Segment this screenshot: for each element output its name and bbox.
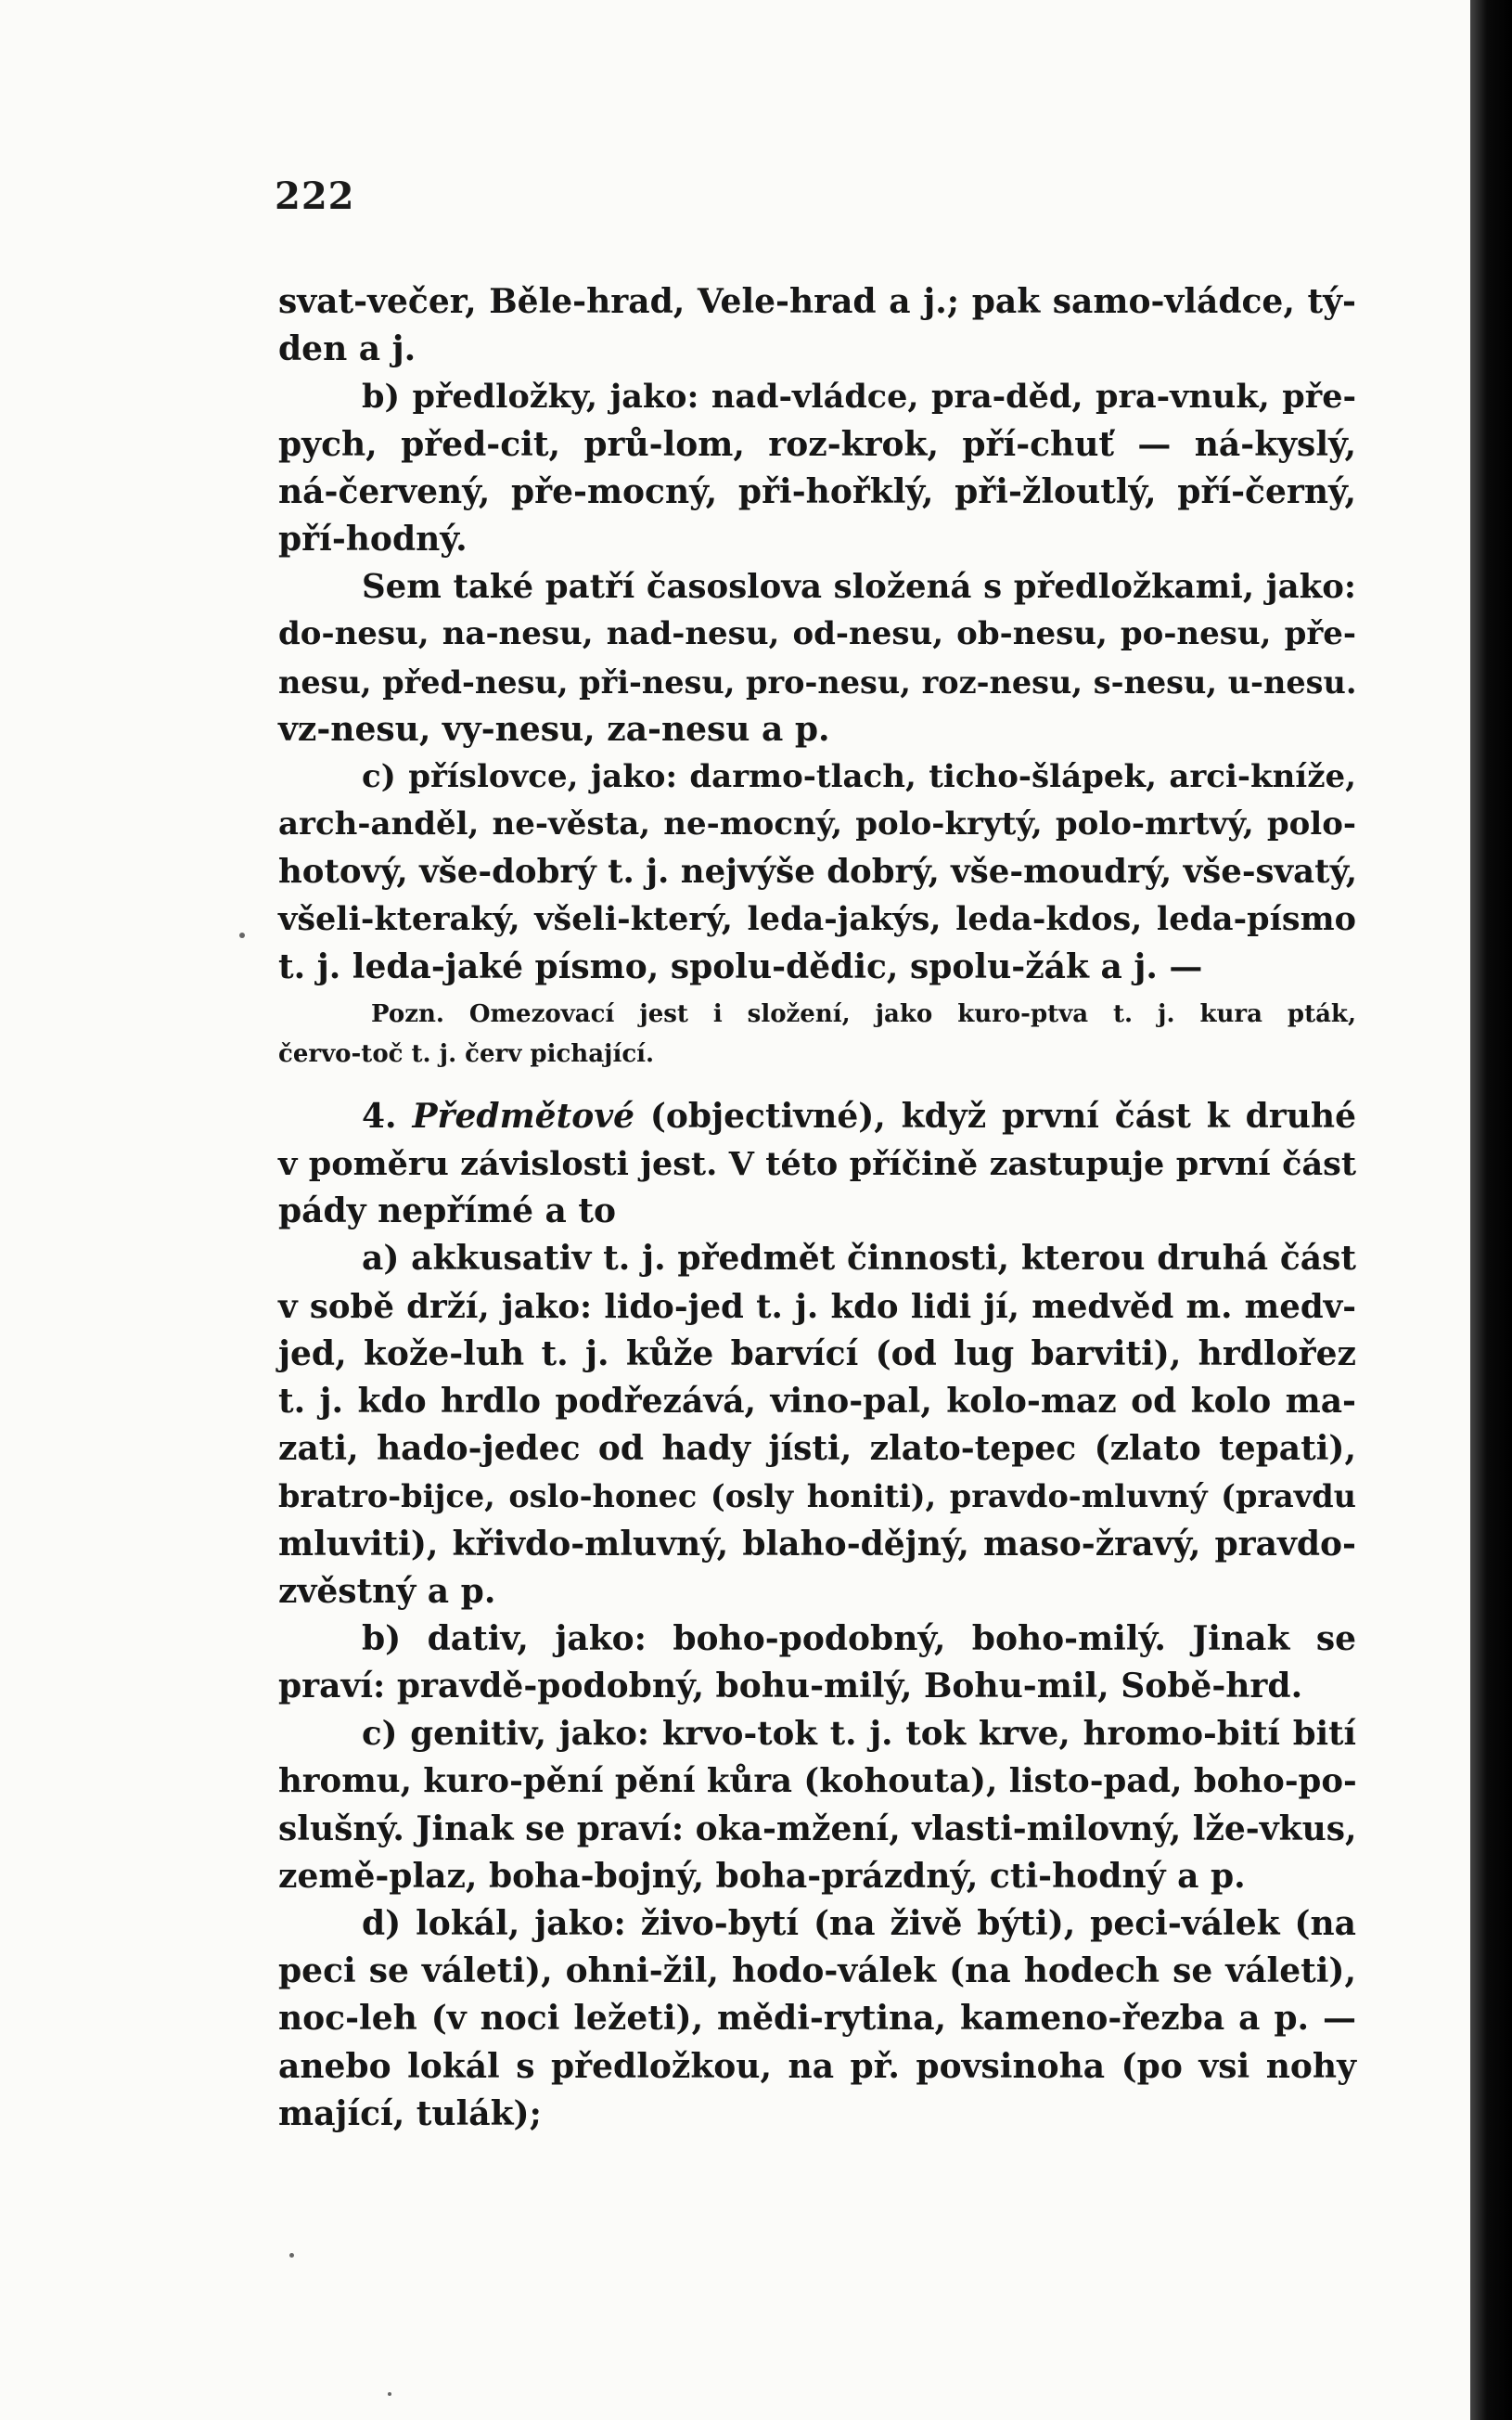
text-line: den a j.	[278, 329, 416, 369]
note-line: červo-toč t. j. červ pichající.	[278, 1039, 655, 1068]
text-line: c) genitiv, jako: krvo-tok t. j. tok krve, hromo-bití bití	[362, 1715, 1356, 1754]
text-line: nesu, před-nesu, při-nesu, pro-nesu, roz-nesu, s-nesu, u-nesu.	[278, 663, 1357, 701]
text-line: arch-anděl, ne-věsta, ne-mocný, polo-krytý, polo-mrtvý, polo-	[278, 805, 1356, 843]
text-line: t. j. kdo hrdlo podřezává, vino-pal, kolo-maz od kolo ma-	[278, 1381, 1356, 1421]
ink-speck	[239, 933, 245, 938]
text-line: mluviti), křivdo-mluvný, blaho-dějný, maso-žravý, pravdo-	[278, 1524, 1356, 1564]
body-text	[278, 278, 1356, 2138]
text-line: mající, tulák);	[278, 2093, 542, 2133]
text-line: pády nepřímé a to	[278, 1191, 617, 1231]
section-number: 4.	[362, 1096, 397, 1136]
section-heading-text: (objectivné), když první část k druhé	[649, 1096, 1356, 1136]
text-line: bratro-bijce, oslo-honec (osly honiti), pravdo-mluvný (pravdu	[278, 1478, 1356, 1515]
text-line: země-plaz, boha-bojný, boha-prázdný, cti-hodný a p.	[278, 1856, 1246, 1896]
text-line: hromu, kuro-pění pění kůra (kohouta), listo-pad, boho-po-	[278, 1762, 1357, 1801]
section-heading-line	[278, 1093, 1356, 1140]
text-line: b) předložky, jako: nad-vládce, pra-děd, pra-vnuk, pře-	[362, 378, 1356, 417]
text-line: svat-večer, Běle-hrad, Vele-hrad a j.; pak samo-vládce, tý-	[278, 282, 1356, 321]
text-line: a) akkusativ t. j. předmět činnosti, kterou druhá část	[362, 1239, 1356, 1279]
text-line: v sobě drží, jako: lido-jed t. j. kdo lidi jí, medvěd m. medv-	[278, 1287, 1356, 1326]
text-line: noc-leh (v noci ležeti), mědi-rytina, kameno-řezba a p. —	[278, 1999, 1356, 2039]
text-line: pří-hodný.	[278, 519, 468, 559]
text-line: do-nesu, na-nesu, nad-nesu, od-nesu, ob-nesu, po-nesu, pře-	[278, 615, 1356, 653]
text-line: pych, před-cit, prů-lom, roz-krok, pří-chuť — ná-kyslý,	[278, 424, 1356, 464]
text-line: t. j. leda-jaké písmo, spolu-dědic, spolu-žák a j. —	[278, 946, 1203, 986]
text-line: jed, kože-luh t. j. kůže barvící (od lug barviti), hrdlořez	[278, 1333, 1356, 1373]
text-line: zati, hado-jedec od hady jísti, zlato-tepec (zlato tepati),	[278, 1429, 1356, 1469]
text-line: zvěstný a p.	[278, 1571, 496, 1611]
text-line: vz-nesu, vy-nesu, za-nesu a p.	[278, 709, 830, 749]
text-line: d) lokál, jako: živo-bytí (na živě býti), peci-válek (na	[362, 1904, 1356, 1943]
text-line: hotový, vše-dobrý t. j. nejvýše dobrý, vše-moudrý, vše-svatý,	[278, 853, 1358, 892]
section-term: Předmětové	[412, 1096, 635, 1136]
page-number: 222	[275, 174, 355, 218]
ink-speck	[388, 2392, 391, 2396]
text-line: všeli-kteraký, všeli-který, leda-jakýs, leda-kdos, leda-písmo	[278, 900, 1356, 939]
text-line: peci se váleti), ohni-žil, hodo-válek (na hodech se váleti),	[278, 1951, 1356, 1991]
note-line: Pozn. Omezovací jest i složení, jako kuro-ptva t. j. kura pták,	[371, 999, 1356, 1028]
text-line: c) příslovce, jako: darmo-tlach, ticho-šlápek, arci-kníže,	[362, 757, 1356, 795]
page-edge-shadow	[1470, 0, 1512, 2420]
text-line: anebo lokál s předložkou, na př. povsinoha (po vsi nohy	[278, 2046, 1356, 2086]
text-line: Sem také patří časoslova složená s předložkami, jako:	[362, 568, 1356, 607]
text-line: praví: pravdě-podobný, bohu-milý, Bohu-mil, Sobě-hrd.	[278, 1667, 1303, 1706]
text-line: ná-červený, pře-mocný, při-hořklý, při-žloutlý, pří-černý,	[278, 471, 1356, 511]
text-line: slušný. Jinak se praví: oka-mžení, vlasti-milovný, lže-vkus,	[278, 1809, 1357, 1848]
ink-speck	[289, 2253, 294, 2258]
text-line: b) dativ, jako: boho-podobný, boho-milý. Jinak se	[362, 1618, 1356, 1658]
text-line: v poměru závislosti jest. V této příčině zastupuje první část	[278, 1145, 1356, 1183]
